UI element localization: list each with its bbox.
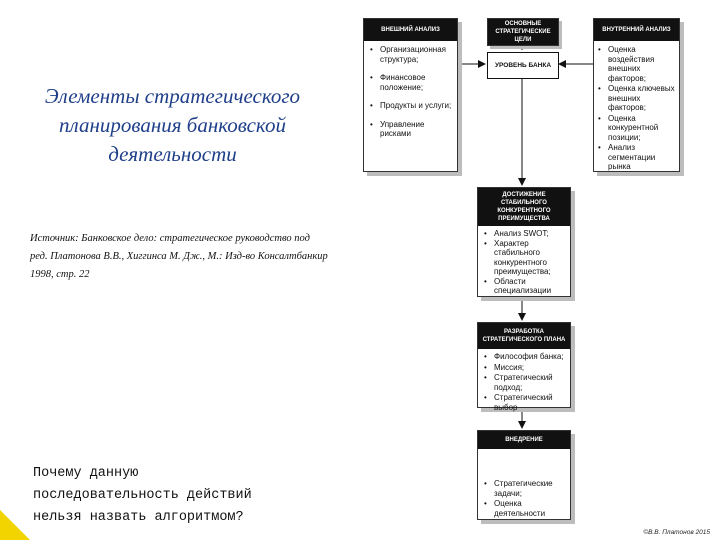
list-item: • Миссия; [494,363,566,373]
list-item: • Продукты и услуги; [380,101,453,111]
strategic-plan-list [478,349,570,412]
implementation-list [478,449,570,518]
internal-analysis-list [594,41,679,172]
external-analysis-title: ВНЕШНИЙ АНАЛИЗ [364,19,457,41]
external-analysis-list [364,41,457,139]
internal-analysis-panel [593,18,680,172]
bank-level-box: УРОВЕНЬ БАНКА [487,52,559,79]
implementation-title: ВНЕДРЕНИЕ [478,431,570,449]
strategic-goals-title: ОСНОВНЫЕ СТРАТЕГИЧЕСКИЕ ЦЕЛИ [488,19,558,45]
competitive-advantage-list [478,226,570,296]
list-item: • Характер стабильного конкурентного преимущества; [494,239,566,277]
list-item: • Стратегические задачи; [494,479,566,498]
copyright-note: ©В.В. Платонов 2015 [643,529,710,536]
list-item: • Стратегический подход; [494,373,566,392]
list-item: • Стратегический выбор [494,393,566,412]
list-item: • Философия банка; [494,352,566,362]
list-item: • Оценка конкурентной позиции; [608,114,675,143]
source-citation: Источник: Банковское дело: стратегическое руководство под ред. Платонова В.В., Хиггинса М. Дж., М.: Изд-во Консалтбанкир 1998, стр. 22 [30,233,328,280]
external-analysis-panel [363,18,458,172]
slide-title: Элементы стратегического планирования банковской деятельности [44,84,301,166]
competitive-advantage-panel [477,187,571,297]
strategic-plan-title: РАЗРАБОТКА СТРАТЕГИЧЕСКОГО ПЛАНА [478,323,570,349]
list-item: • Оценка воздействия внешних факторов; [608,45,675,83]
strategic-plan-panel [477,322,571,412]
list-item: • Области специализации [494,277,566,296]
competitive-advantage-title: ДОСТИЖЕНИЕ СТАБИЛЬНОГО КОНКУРЕНТНОГО ПРЕИМУЩЕСТВА [478,188,570,226]
implementation-panel [477,430,571,520]
internal-analysis-title: ВНУТРЕННИЙ АНАЛИЗ [594,19,679,41]
list-item: • Финансовое положение; [380,73,453,92]
list-item: • Анализ сегментации рынка [608,143,675,172]
question-text: Почему данную последовательность действий нельзя назвать алгоритмом? [33,466,252,525]
list-item: • Управление рисками [380,120,453,139]
list-item: • Оценка ключевых внешних факторов; [608,84,675,113]
list-item: • Анализ SWOT; [494,229,566,239]
strategic-goals-box [487,18,559,46]
list-item: • Оценка деятельности [494,499,566,518]
list-item: • Организационная структура; [380,45,453,64]
